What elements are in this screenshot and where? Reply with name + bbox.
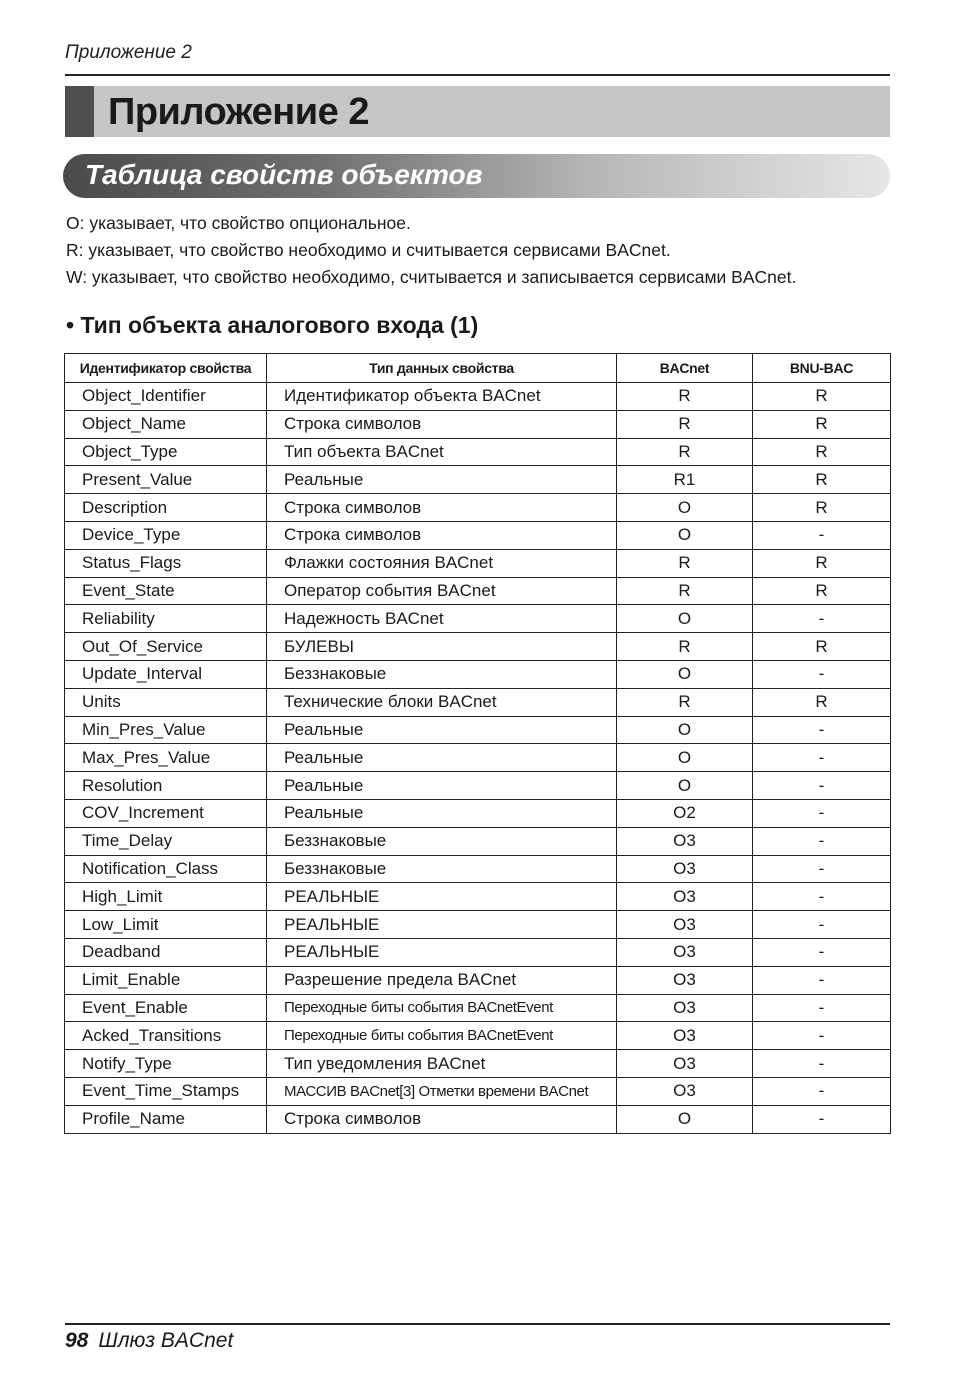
subheading: • Тип объекта аналогового входа (1) bbox=[66, 312, 479, 338]
cell-data-type: Строка символов bbox=[267, 494, 617, 522]
table-row bbox=[65, 883, 891, 911]
cell-data-type: Флажки состояния BACnet bbox=[267, 549, 617, 577]
table-row bbox=[65, 549, 891, 577]
title-bar bbox=[65, 86, 890, 137]
footer bbox=[65, 1329, 233, 1353]
table-row bbox=[65, 383, 891, 411]
section-bar bbox=[63, 154, 890, 198]
cell-bacnet: O bbox=[617, 772, 753, 800]
cell-bacnet: O3 bbox=[617, 1050, 753, 1078]
cell-bacnet: R bbox=[617, 633, 753, 661]
cell-data-type: Переходные биты события BACnetEvent bbox=[267, 994, 617, 1022]
table-row bbox=[65, 633, 891, 661]
cell-property-id: High_Limit bbox=[65, 883, 267, 911]
cell-bnu-bac: - bbox=[753, 883, 891, 911]
cell-bacnet: O bbox=[617, 660, 753, 688]
cell-property-id: Min_Pres_Value bbox=[65, 716, 267, 744]
page-number: 98 bbox=[65, 1329, 89, 1352]
cell-data-type: Реальные bbox=[267, 744, 617, 772]
cell-bacnet: O bbox=[617, 605, 753, 633]
cell-property-id: Present_Value bbox=[65, 466, 267, 494]
cell-data-type: Строка символов bbox=[267, 410, 617, 438]
header-property-id: Идентификатор свойства bbox=[65, 354, 267, 383]
cell-property-id: COV_Increment bbox=[65, 799, 267, 827]
table-row bbox=[65, 1105, 891, 1133]
cell-property-id: Units bbox=[65, 688, 267, 716]
cell-property-id: Low_Limit bbox=[65, 911, 267, 939]
table-row bbox=[65, 994, 891, 1022]
table-row bbox=[65, 1077, 891, 1105]
cell-property-id: Acked_Transitions bbox=[65, 1022, 267, 1050]
title-accent-block bbox=[65, 86, 94, 137]
table-row bbox=[65, 577, 891, 605]
cell-bnu-bac: R bbox=[753, 577, 891, 605]
table-row bbox=[65, 799, 891, 827]
cell-data-type: Беззнаковые bbox=[267, 827, 617, 855]
cell-bacnet: O bbox=[617, 521, 753, 549]
cell-property-id: Object_Identifier bbox=[65, 383, 267, 411]
cell-data-type: РЕАЛЬНЫЕ bbox=[267, 911, 617, 939]
cell-property-id: Profile_Name bbox=[65, 1105, 267, 1133]
cell-bacnet: O3 bbox=[617, 1077, 753, 1105]
running-header: Приложение 2 bbox=[65, 42, 192, 63]
cell-bnu-bac: - bbox=[753, 911, 891, 939]
cell-bnu-bac: - bbox=[753, 1050, 891, 1078]
cell-property-id: Object_Name bbox=[65, 410, 267, 438]
table-row bbox=[65, 827, 891, 855]
cell-bnu-bac: R bbox=[753, 494, 891, 522]
cell-data-type: Надежность BACnet bbox=[267, 605, 617, 633]
legend-optional: O: указывает, что свойство опциональное. bbox=[66, 213, 411, 233]
cell-data-type: Тип объекта BACnet bbox=[267, 438, 617, 466]
cell-bacnet: O3 bbox=[617, 827, 753, 855]
table-row bbox=[65, 466, 891, 494]
cell-bnu-bac: - bbox=[753, 605, 891, 633]
cell-data-type: Беззнаковые bbox=[267, 855, 617, 883]
cell-bnu-bac: - bbox=[753, 1077, 891, 1105]
cell-property-id: Description bbox=[65, 494, 267, 522]
cell-data-type: МАССИВ BACnet[3] Отметки времени BACnet bbox=[267, 1077, 617, 1105]
table-row bbox=[65, 966, 891, 994]
cell-property-id: Notify_Type bbox=[65, 1050, 267, 1078]
cell-bnu-bac: - bbox=[753, 716, 891, 744]
cell-bnu-bac: R bbox=[753, 410, 891, 438]
cell-bacnet: O3 bbox=[617, 1022, 753, 1050]
cell-property-id: Resolution bbox=[65, 772, 267, 800]
cell-data-type: Беззнаковые bbox=[267, 660, 617, 688]
cell-data-type: БУЛЕВЫ bbox=[267, 633, 617, 661]
cell-bacnet: O3 bbox=[617, 938, 753, 966]
legend bbox=[66, 210, 796, 291]
cell-bnu-bac: - bbox=[753, 938, 891, 966]
cell-data-type: Разрешение предела BACnet bbox=[267, 966, 617, 994]
cell-property-id: Event_Time_Stamps bbox=[65, 1077, 267, 1105]
cell-data-type: Идентификатор объекта BACnet bbox=[267, 383, 617, 411]
cell-bnu-bac: R bbox=[753, 383, 891, 411]
cell-bnu-bac: - bbox=[753, 772, 891, 800]
cell-data-type: РЕАЛЬНЫЕ bbox=[267, 883, 617, 911]
cell-bacnet: O bbox=[617, 716, 753, 744]
cell-data-type: Переходные биты события BACnetEvent bbox=[267, 1022, 617, 1050]
table-row bbox=[65, 938, 891, 966]
footer-doc-title: Шлюз BACnet bbox=[98, 1329, 234, 1352]
cell-data-type: Реальные bbox=[267, 799, 617, 827]
table-row bbox=[65, 660, 891, 688]
header-data-type: Тип данных свойства bbox=[267, 354, 617, 383]
legend-read: R: указывает, что свойство необходимо и считывается сервисами BACnet. bbox=[66, 240, 671, 260]
cell-bacnet: O3 bbox=[617, 855, 753, 883]
cell-property-id: Deadband bbox=[65, 938, 267, 966]
cell-property-id: Max_Pres_Value bbox=[65, 744, 267, 772]
cell-data-type: РЕАЛЬНЫЕ bbox=[267, 938, 617, 966]
cell-bnu-bac: - bbox=[753, 855, 891, 883]
table-row bbox=[65, 716, 891, 744]
cell-data-type: Реальные bbox=[267, 772, 617, 800]
table-row bbox=[65, 494, 891, 522]
table-row bbox=[65, 688, 891, 716]
cell-property-id: Event_Enable bbox=[65, 994, 267, 1022]
cell-bnu-bac: R bbox=[753, 633, 891, 661]
cell-data-type: Реальные bbox=[267, 716, 617, 744]
table-row bbox=[65, 855, 891, 883]
cell-property-id: Device_Type bbox=[65, 521, 267, 549]
cell-property-id: Time_Delay bbox=[65, 827, 267, 855]
cell-bacnet: O bbox=[617, 1105, 753, 1133]
cell-bnu-bac: - bbox=[753, 521, 891, 549]
header-bacnet: BACnet bbox=[617, 354, 753, 383]
footer-rule bbox=[65, 1323, 890, 1325]
table-row bbox=[65, 438, 891, 466]
cell-bnu-bac: - bbox=[753, 799, 891, 827]
cell-bacnet: O2 bbox=[617, 799, 753, 827]
cell-property-id: Object_Type bbox=[65, 438, 267, 466]
cell-data-type: Тип уведомления BACnet bbox=[267, 1050, 617, 1078]
cell-property-id: Event_State bbox=[65, 577, 267, 605]
cell-bnu-bac: - bbox=[753, 994, 891, 1022]
cell-bnu-bac: - bbox=[753, 1022, 891, 1050]
table-row bbox=[65, 911, 891, 939]
cell-bacnet: R bbox=[617, 549, 753, 577]
page-title: Приложение 2 bbox=[108, 91, 369, 133]
cell-property-id: Reliability bbox=[65, 605, 267, 633]
section-title: Таблица свойств объектов bbox=[85, 159, 483, 190]
cell-bacnet: O bbox=[617, 494, 753, 522]
table-header-row bbox=[65, 354, 891, 383]
cell-bacnet: O3 bbox=[617, 883, 753, 911]
cell-data-type: Строка символов bbox=[267, 1105, 617, 1133]
cell-bacnet: R bbox=[617, 383, 753, 411]
cell-bacnet: R1 bbox=[617, 466, 753, 494]
cell-bacnet: R bbox=[617, 688, 753, 716]
table-row bbox=[65, 1050, 891, 1078]
cell-bnu-bac: - bbox=[753, 827, 891, 855]
header-rule bbox=[65, 74, 890, 76]
cell-bacnet: R bbox=[617, 410, 753, 438]
cell-data-type: Реальные bbox=[267, 466, 617, 494]
cell-bnu-bac: R bbox=[753, 438, 891, 466]
cell-bnu-bac: - bbox=[753, 966, 891, 994]
cell-bnu-bac: - bbox=[753, 744, 891, 772]
header-bnu-bac: BNU-BAC bbox=[753, 354, 891, 383]
table-row bbox=[65, 1022, 891, 1050]
cell-bacnet: R bbox=[617, 438, 753, 466]
table-row bbox=[65, 744, 891, 772]
cell-bacnet: R bbox=[617, 577, 753, 605]
table-row bbox=[65, 772, 891, 800]
cell-data-type: Оператор события BACnet bbox=[267, 577, 617, 605]
cell-property-id: Status_Flags bbox=[65, 549, 267, 577]
cell-bacnet: O3 bbox=[617, 966, 753, 994]
cell-bacnet: O bbox=[617, 744, 753, 772]
cell-data-type: Технические блоки BACnet bbox=[267, 688, 617, 716]
table-row bbox=[65, 410, 891, 438]
cell-bnu-bac: R bbox=[753, 549, 891, 577]
cell-bacnet: O3 bbox=[617, 911, 753, 939]
table-row bbox=[65, 521, 891, 549]
cell-property-id: Notification_Class bbox=[65, 855, 267, 883]
table-row bbox=[65, 605, 891, 633]
table-body bbox=[65, 383, 891, 1134]
cell-bnu-bac: - bbox=[753, 660, 891, 688]
cell-property-id: Update_Interval bbox=[65, 660, 267, 688]
properties-table bbox=[64, 353, 891, 1134]
cell-property-id: Limit_Enable bbox=[65, 966, 267, 994]
cell-data-type: Строка символов bbox=[267, 521, 617, 549]
cell-bacnet: O3 bbox=[617, 994, 753, 1022]
cell-property-id: Out_Of_Service bbox=[65, 633, 267, 661]
cell-bnu-bac: R bbox=[753, 466, 891, 494]
legend-write: W: указывает, что свойство необходимо, считывается и записывается сервисами BACnet. bbox=[66, 267, 797, 287]
cell-bnu-bac: R bbox=[753, 688, 891, 716]
cell-bnu-bac: - bbox=[753, 1105, 891, 1133]
